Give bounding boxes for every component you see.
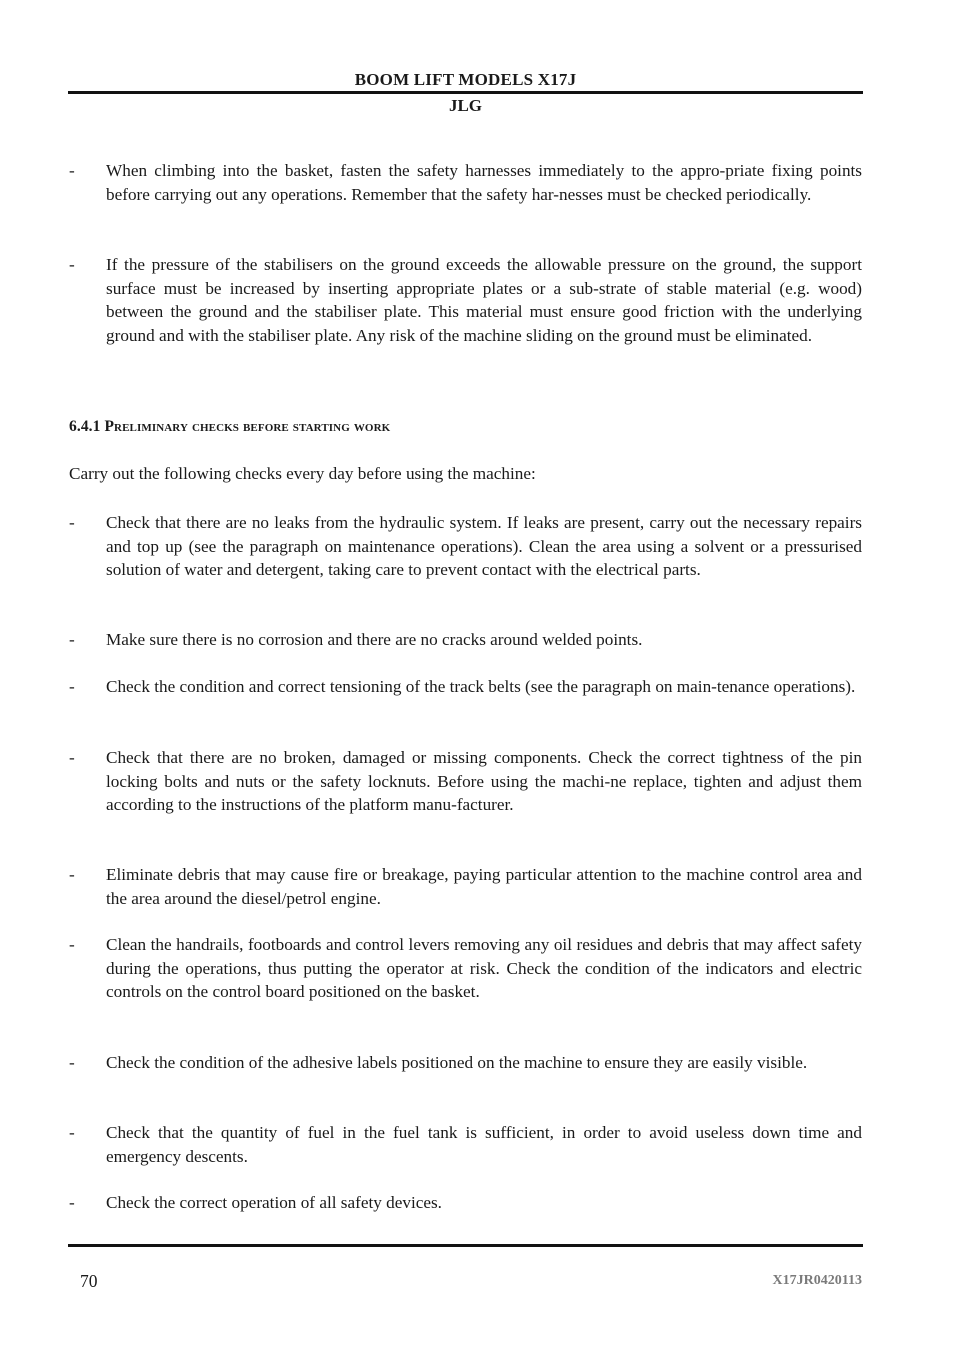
check-item-hydraulic [69, 511, 862, 582]
bullet-dash: - [69, 865, 75, 884]
page-number: 70 [80, 1271, 98, 1291]
check-item-fuel [69, 1121, 862, 1168]
item-text: When climbing into the basket, fasten the safety harnesses immediately to the appro-priate fixing points before carrying out any operations. Remember that the safety har-nesses must be checked periodically. [106, 161, 862, 204]
item-text: If the pressure of the stabilisers on the ground exceeds the allowable pressure on the ground, the support surface must be increased by inserting appropriate plates or a sub-strate of stable material (e.g. wood) between the ground and the stabiliser plate. This material must ensure good friction with the underlying ground and with the stabiliser plate. Any risk of the machine sliding on the ground must be eliminated. [106, 255, 862, 345]
item-text: Clean the handrails, footboards and control levers removing any oil residues and debris that may affect safety during the operations, thus putting the operator at risk. Check the condition of the indicators and electric controls on the control board positioned on the basket. [106, 935, 862, 1001]
item-text: Check that there are no broken, damaged or missing components. Check the correct tightness of the pin locking bolts and nuts or the safety locknuts. Before using the machi-ne replace, tighten and adjust them according to the instructions of the platform manu-facturer. [106, 748, 862, 814]
item-text: Check the correct operation of all safety devices. [106, 1193, 442, 1212]
item-text: Check that the quantity of fuel in the fuel tank is sufficient, in order to avoid useless down time and emergency descents. [106, 1123, 862, 1166]
item-text: Check the condition of the adhesive labels positioned on the machine to ensure they are easily visible. [106, 1053, 808, 1072]
bullet-dash: - [69, 630, 75, 649]
check-item-safety-devices [69, 1191, 862, 1215]
section-intro: Carry out the following checks every day before using the machine: [69, 464, 536, 483]
document-code: X17JR0420113 [772, 1273, 862, 1288]
item-text: Check the condition and correct tensioning of the track belts (see the paragraph on main-tenance operations). [106, 677, 856, 696]
check-item-components [69, 746, 862, 817]
check-item-track-belts [69, 675, 862, 699]
check-item-corrosion [69, 628, 862, 652]
bullet-dash: - [69, 255, 75, 274]
check-item-debris [69, 863, 862, 910]
safety-item-stabilisers [69, 253, 862, 347]
item-text: Check that there are no leaks from the hydraulic system. If leaks are present, carry out the necessary repairs and top up (see the paragraph on maintenance operations). Clean the area using a solvent or a pressurised solution of water and detergent, taking care to prevent contact with the electrical parts. [106, 513, 862, 579]
bullet-dash: - [69, 1053, 75, 1072]
check-item-handrails [69, 933, 862, 1004]
bullet-dash: - [69, 748, 75, 767]
bullet-dash: - [69, 935, 75, 954]
manufacturer-name: JLG [448, 96, 483, 115]
bullet-dash: - [69, 161, 75, 180]
bullet-dash: - [69, 1193, 75, 1212]
bullet-dash: - [69, 513, 75, 532]
bullet-dash: - [69, 1123, 75, 1142]
item-text: Make sure there is no corrosion and there are no cracks around welded points. [106, 630, 643, 649]
document-title: BOOM LIFT MODELS X17J [354, 70, 577, 89]
bullet-dash: - [69, 677, 75, 696]
section-heading: 6.4.1 Preliminary checks before starting work [69, 418, 391, 435]
header-divider [68, 91, 863, 94]
footer-divider [68, 1244, 863, 1247]
safety-item-harness [69, 159, 862, 206]
check-item-labels [69, 1051, 862, 1075]
item-text: Eliminate debris that may cause fire or breakage, paying particular attention to the machine control area and the area around the diesel/petrol engine. [106, 865, 862, 908]
